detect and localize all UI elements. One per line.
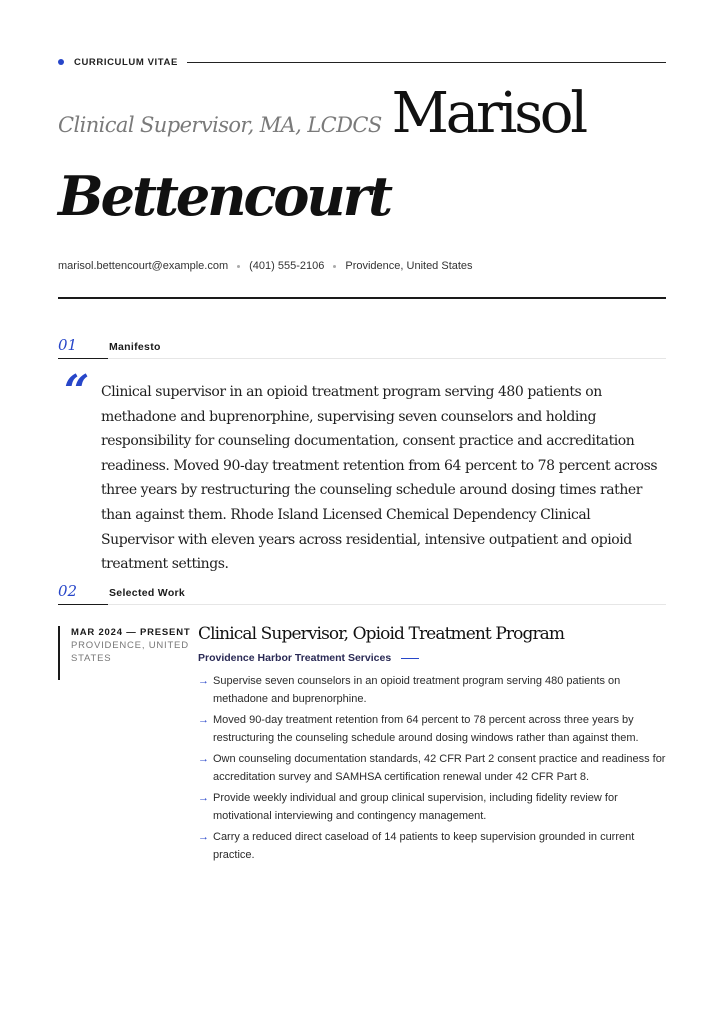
eyebrow-label: CURRICULUM VITAE <box>74 56 178 68</box>
quote-mark-icon: “ <box>64 366 90 417</box>
arrow-right-icon: → <box>198 675 209 687</box>
contact-separator <box>237 265 240 268</box>
job-organization-name: Providence Harbor Treatment Services <box>198 652 392 664</box>
section-title: Selected Work <box>109 587 186 599</box>
section-rule <box>108 358 666 359</box>
bullet-text: Provide weekly individual and group clinical supervision, including fidelity review for motivational interviewing and contingency management. <box>213 792 618 822</box>
header-rule <box>58 297 666 299</box>
job-meta <box>58 626 191 680</box>
bullet-text: Supervise seven counselors in an opioid treatment program serving 480 patients on methadone and buprenorphine. <box>213 675 621 705</box>
section-rule <box>108 604 666 605</box>
list-item <box>198 672 668 708</box>
contact-location: Providence, United States <box>345 260 473 272</box>
job-bullets <box>198 672 668 867</box>
job-organization <box>198 652 419 664</box>
arrow-right-icon: → <box>198 714 209 726</box>
eyebrow-rule <box>187 62 666 63</box>
organization-dash <box>401 658 419 659</box>
list-item <box>198 750 668 786</box>
professional-subtitle: Clinical Supervisor, MA, LCDCS <box>58 113 382 137</box>
contact-separator <box>333 265 336 268</box>
job-dates: MAR 2024 — PRESENT <box>71 627 191 638</box>
job-title: Clinical Supervisor, Opioid Treatment Program <box>198 624 565 644</box>
section-number: 01 <box>58 336 78 354</box>
arrow-right-icon: → <box>198 831 209 843</box>
header-line <box>58 81 678 166</box>
job-location: PROVIDENCE, UNITED STATES <box>71 640 189 664</box>
section-heading-manifesto <box>58 336 666 360</box>
accent-dot-icon <box>58 59 64 65</box>
manifesto-text: Clinical supervisor in an opioid treatment program serving 480 patients on methadone and buprenorphine, supervising seven counselors and holding responsibility for counseling documentation, consent practice and accreditation readiness. Moved 90-day treatment retention from 64 percent to 78 percent across three years by restructuring the counseling schedule around dosing times rather than against them. Rhode Island Licensed Chemical Dependency Clinical Supervisor with eleven years across residential, intensive outpatient and opioid treatment settings. <box>101 384 658 573</box>
bullet-text: Moved 90-day treatment retention from 64 percent to 78 percent across three years by restructuring the counseling schedule around dosing windows rather than against them. <box>213 714 639 744</box>
first-name: Marisol <box>391 81 586 146</box>
eyebrow <box>58 55 666 69</box>
last-name: Bettencourt <box>58 164 391 228</box>
arrow-right-icon: → <box>198 753 209 765</box>
section-rule-accent <box>58 604 108 605</box>
arrow-right-icon: → <box>198 792 209 804</box>
section-title: Manifesto <box>109 341 161 353</box>
contact-phone[interactable]: (401) 555-2106 <box>249 260 325 272</box>
list-item <box>198 828 668 864</box>
section-rule-accent <box>58 358 108 359</box>
contact-email[interactable]: marisol.bettencourt@example.com <box>58 260 229 272</box>
contact-line <box>58 260 473 272</box>
list-item <box>198 789 668 825</box>
bullet-text: Carry a reduced direct caseload of 14 patients to keep supervision grounded in current practice. <box>213 831 635 861</box>
bullet-text: Own counseling documentation standards, 42 CFR Part 2 consent practice and readiness for accreditation survey and SAMHSA certification renewal under 42 CFR Part 8. <box>213 753 666 783</box>
section-number: 02 <box>58 582 78 600</box>
section-heading-work <box>58 582 666 606</box>
list-item <box>198 711 668 747</box>
